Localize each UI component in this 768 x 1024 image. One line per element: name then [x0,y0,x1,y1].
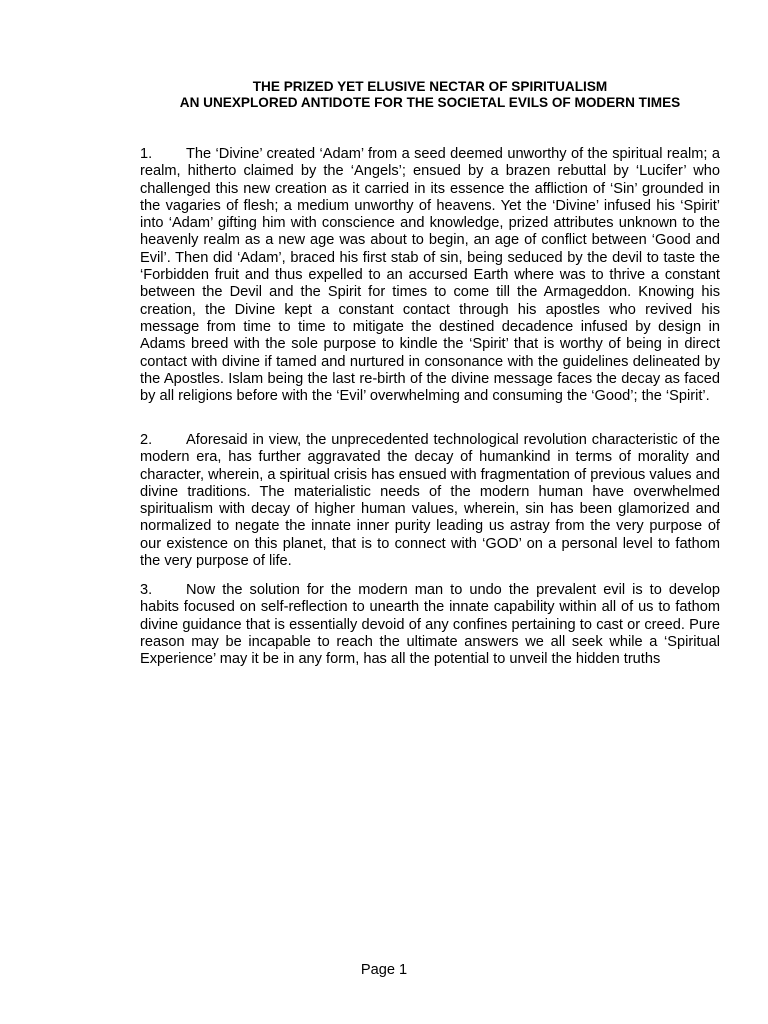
paragraph-text: The ‘Divine’ created ‘Adam’ from a seed deemed unworthy of the spiritual realm; a realm, hitherto claimed by the ‘Angels’; ensued by a brazen rebuttal by ‘Lucifer’ who challenged this new creation as it carried in its essence the affliction of ‘Sin’ grounded in the vagaries of flesh; a medium unworthy of heavens. Yet the ‘Divine’ infused his ‘Spirit’ into ‘Adam’ gifting him with conscience and knowledge, prized attributes unknown to the heavenly realm as a new age was about to begin, an age of conflict between ‘Good and Evil’. Then did ‘Adam’, braced his first stab of sin, being seduced by the devil to taste the ‘Forbidden fruit and thus expelled to an accursed Earth where was to thrive a constant between the Devil and the Spirit for times to come till the Armageddon. Knowing his creation, the Divine kept a constant contact through his apostles who revived his message from time to time to mitigate the destined decadence infused by design in Adams breed with the sole purpose to kindle the ‘Spirit’ that is worthy of being in direct contact with divine if tamed and nurtured in consonance with the guidelines delineated by the Apostles. Islam being the last re-birth of the divine message faces the decay as faced by all religions before with the ‘Evil’ overwhelming and consuming the ‘Good’; the ‘Spirit’. [140,146,720,405]
title-line-1: THE PRIZED YET ELUSIVE NECTAR OF SPIRITUALISM [252,79,608,94]
document-title [140,79,720,111]
paragraph-text: Now the solution for the modern man to undo the prevalent evil is to develop habits focused on self-reflection to unearth the innate capability within all of us to fathom divine guidance that is essentially devoid of any confines pertaining to cast or creed. Pure reason may be incapable to reach the ultimate answers we all seek while a ‘Spiritual Experience’ may it be in any form, has all the potential to unveil the hidden truths [140,582,720,668]
title-line-2: AN UNEXPLORED ANTIDOTE FOR THE SOCIETAL EVILS OF MODERN TIMES [179,95,681,110]
paragraph-number: 1. [140,146,153,162]
paragraph-text: Aforesaid in view, the unprecedented technological revolution characteristic of the modern era, has further aggravated the decay of humankind in terms of morality and character, wherein, a spiritual crisis has ensued with fragmentation of previous values and divine traditions. The materialistic needs of the modern human have overwhelmed spiritualism with decay of higher human values, wherein, sin has been glamorized and normalized to negate the innate inner purity leading us astray from the very purpose of our existence on this planet, that is to connect with ‘GOD’ on a personal level to fathom the very purpose of life. [140,432,721,570]
paragraph-1 [140,146,720,405]
paragraph-3 [140,582,720,668]
page-number-footer: Page 1 [360,962,408,978]
paragraph-number: 3. [140,582,153,598]
paragraph-2 [140,432,720,570]
paragraph-number: 2. [140,432,153,448]
